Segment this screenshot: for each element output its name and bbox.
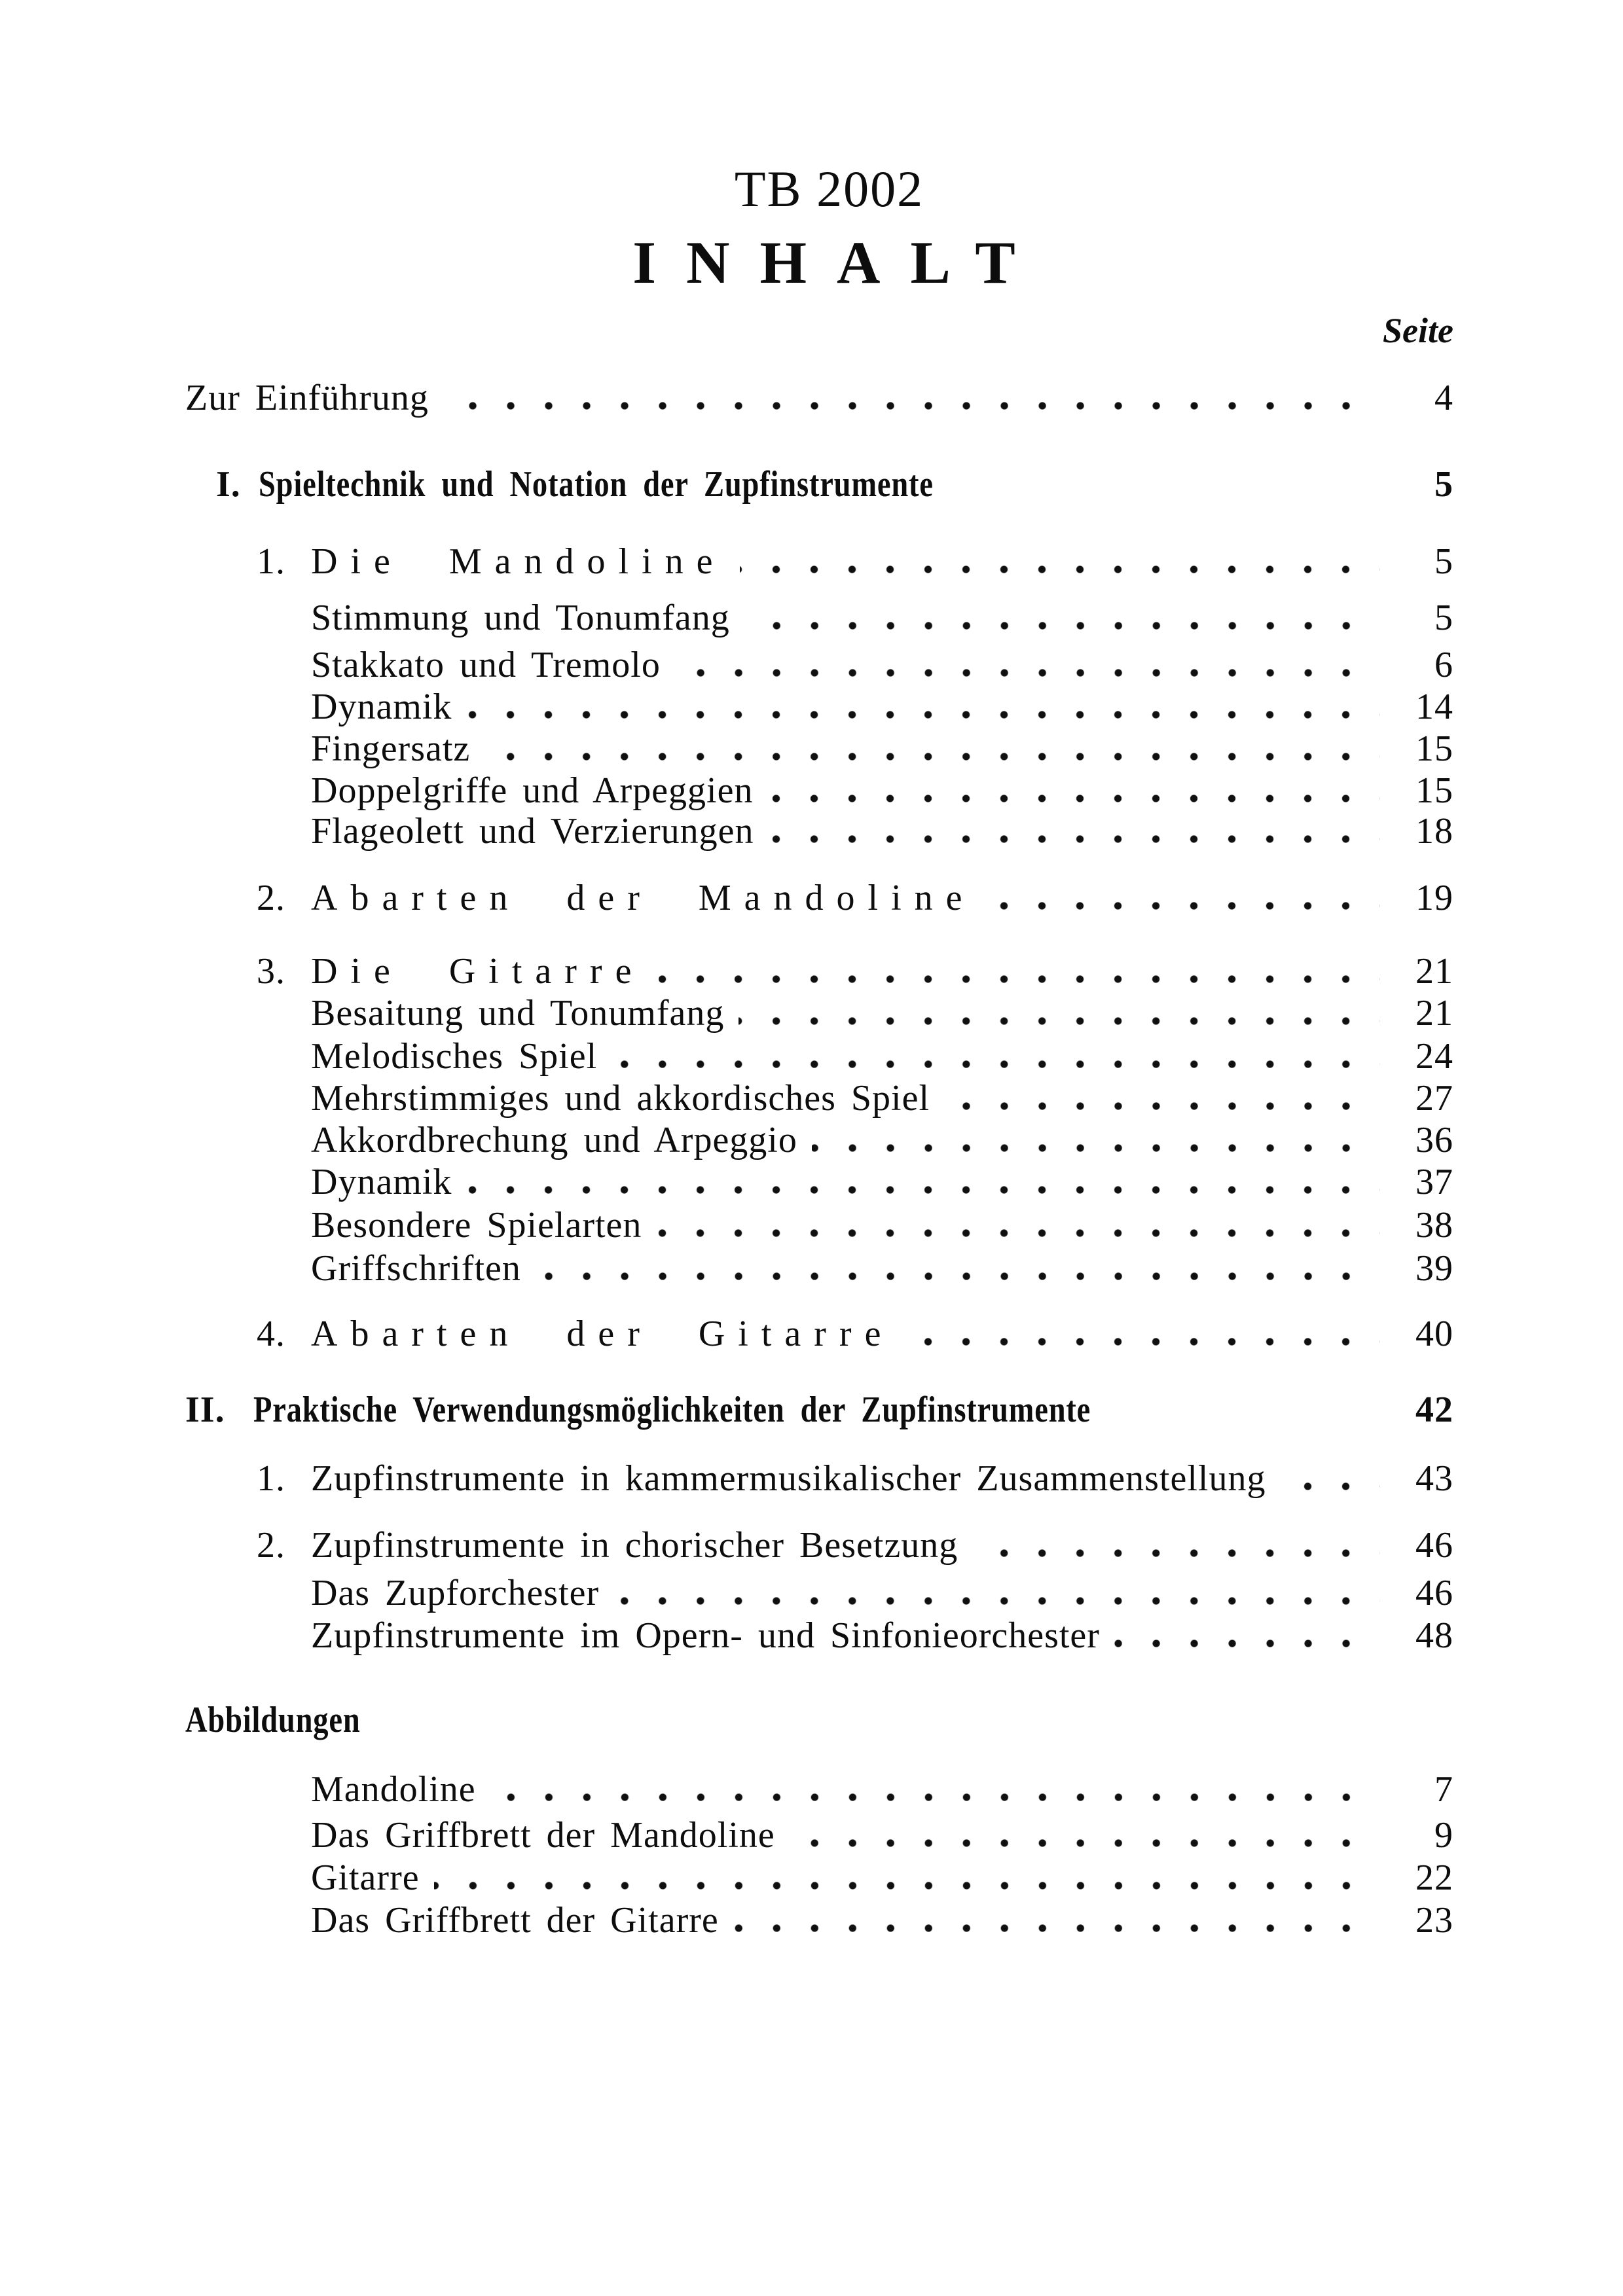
toc-entry-label: Stakkato und Tremolo <box>311 645 661 685</box>
toc-row-spieltechnik-heading <box>185 463 1453 505</box>
dot-leader <box>611 1060 1380 1068</box>
toc-row-dynamik-mandoline <box>185 686 1453 728</box>
dot-leader <box>1280 1482 1380 1490</box>
page-number: 42 <box>1415 1390 1453 1430</box>
dot-leader <box>613 1597 1380 1605</box>
dot-leader <box>733 1924 1380 1932</box>
page-title: INHALT <box>632 229 1046 296</box>
toc-entry-label: Abbildungen <box>185 1700 361 1740</box>
toc-entry-label: Mehrstimmiges und akkordisches Spiel <box>311 1078 930 1119</box>
toc-entry-label: Die Mandoline <box>311 541 726 582</box>
page-number: 38 <box>1415 1205 1453 1246</box>
toc-entry-label: Melodisches Spiel <box>311 1036 598 1077</box>
dot-leader <box>740 565 1380 573</box>
toc-row-melodisches-spiel <box>185 1035 1453 1077</box>
dot-leader <box>767 795 1380 802</box>
toc-entry-number: 2. <box>257 878 285 918</box>
toc-entry-label: Stimmung und Tonumfang <box>311 598 730 638</box>
toc-entry-number: 1. <box>257 1458 285 1499</box>
page-number: 5 <box>1434 541 1453 582</box>
page-number: 4 <box>1434 378 1453 418</box>
toc-entry-label: Besondere Spielarten <box>311 1205 642 1246</box>
toc-row-griffschriften <box>185 1247 1453 1289</box>
toc-row-abbildungen-heading <box>185 1699 1453 1741</box>
toc-row-praktische-verwendungsmoeglichkeiten-heading <box>185 1389 1453 1431</box>
toc-entry-label: Griffschriften <box>311 1248 521 1289</box>
page-number: 6 <box>1434 645 1453 685</box>
toc-row-abarten-der-gitarre <box>185 1313 1453 1355</box>
toc-entry-label: Zupfinstrumente in chorischer Besetzung <box>311 1525 958 1566</box>
toc-row-dynamik-gitarre <box>185 1161 1453 1203</box>
page-number: 7 <box>1434 1769 1453 1810</box>
toc-entry-label: Abarten der Mandoline <box>311 878 976 918</box>
dot-leader <box>443 402 1380 410</box>
toc-row-abb-griffbrett-der-mandoline <box>185 1814 1453 1856</box>
toc-row-stimmung-und-tonumfang <box>185 597 1453 639</box>
dot-leader <box>466 1186 1380 1194</box>
page-number: 46 <box>1415 1525 1453 1566</box>
page-number: 39 <box>1415 1248 1453 1289</box>
page-number: 21 <box>1415 951 1453 992</box>
dot-leader <box>944 1102 1380 1110</box>
page-number: 9 <box>1434 1815 1453 1856</box>
toc-row-doppelgriffe-und-arpeggien <box>185 770 1453 812</box>
toc-entry-number: I. <box>216 464 241 505</box>
toc-row-kammermusikalische-zusammenstellung <box>185 1458 1453 1499</box>
book-code: TB 2002 <box>734 160 924 217</box>
dot-leader <box>466 711 1380 719</box>
dot-leader <box>490 1793 1380 1801</box>
page-number: 15 <box>1415 728 1453 769</box>
page-number: 14 <box>1415 687 1453 727</box>
toc-row-besaitung-und-tonumfang <box>185 992 1453 1034</box>
page-number: 40 <box>1415 1314 1453 1354</box>
toc-row-besondere-spielarten <box>185 1204 1453 1246</box>
toc <box>185 0 1453 2296</box>
page-number: 5 <box>1434 598 1453 638</box>
toc-entry-label: Spieltechnik und Notation der Zupfinstrumente <box>259 464 934 505</box>
toc-entry-label: Dynamik <box>311 1162 452 1202</box>
toc-row-abb-gitarre <box>185 1857 1453 1899</box>
toc-entry-label: Zupfinstrumente im Opern- und Sinfonieorchester <box>311 1615 1100 1656</box>
dot-leader <box>972 1549 1380 1557</box>
toc-row-akkordbrechung-und-arpeggio <box>185 1119 1453 1161</box>
toc-entry-label: Fingersatz <box>311 728 471 769</box>
toc-entry-label: Praktische Verwendungsmöglichkeiten der Zupfinstrumente <box>253 1390 1091 1430</box>
toc-entry-number: 3. <box>257 951 285 992</box>
page-number: 22 <box>1415 1857 1453 1898</box>
dot-leader <box>768 835 1380 843</box>
page-number: 21 <box>1415 993 1453 1033</box>
page-number: 48 <box>1415 1615 1453 1656</box>
toc-entry-number: 2. <box>257 1525 285 1566</box>
dot-leader <box>434 1882 1380 1890</box>
toc-row-mehrstimmiges-und-akkordisches-spiel <box>185 1077 1453 1119</box>
toc-entry-label: Zupfinstrumente in kammermusikalischer Zusammenstellung <box>311 1458 1266 1499</box>
toc-row-fingersatz <box>185 728 1453 770</box>
page-number: 24 <box>1415 1036 1453 1077</box>
toc-row-chorische-besetzung <box>185 1524 1453 1566</box>
page-number: 36 <box>1415 1120 1453 1160</box>
toc-entry-number: 1. <box>257 541 285 582</box>
toc-row-abb-griffbrett-der-gitarre <box>185 1899 1453 1941</box>
toc-row-flageolett-und-verzierungen <box>185 810 1453 852</box>
dot-leader <box>790 1839 1380 1847</box>
toc-entry-number: 4. <box>257 1314 285 1354</box>
toc-row-stakkato-und-tremolo <box>185 644 1453 686</box>
dot-leader <box>656 1229 1380 1237</box>
toc-entry-label: Akkordbrechung und Arpeggio <box>311 1120 797 1160</box>
toc-entry-label: Dynamik <box>311 687 452 727</box>
toc-entry-label: Doppelgriffe und Arpeggien <box>311 770 754 811</box>
toc-row-die-gitarre <box>185 950 1453 992</box>
page-number: 18 <box>1415 811 1453 852</box>
dot-leader <box>536 1272 1380 1280</box>
toc-row-zur-einfuehrung <box>185 377 1453 419</box>
page-number: 43 <box>1415 1458 1453 1499</box>
toc-entry-label: Zur Einführung <box>185 378 429 418</box>
toc-row-abb-mandoline <box>185 1768 1453 1810</box>
toc-entry-label: Gitarre <box>311 1857 420 1898</box>
toc-entry-label: Flageolett und Verzierungen <box>311 811 754 852</box>
toc-entry-label: Besaitung und Tonumfang <box>311 993 725 1033</box>
dot-leader <box>908 1338 1380 1346</box>
toc-entry-label: Das Griffbrett der Mandoline <box>311 1815 775 1856</box>
dot-leader <box>739 1017 1380 1025</box>
dot-leader <box>1114 1640 1380 1647</box>
dot-leader <box>659 975 1380 983</box>
toc-entry-label: Das Zupforchester <box>311 1573 600 1613</box>
dot-leader <box>744 622 1380 630</box>
page-number: 46 <box>1415 1573 1453 1613</box>
toc-row-die-mandoline <box>185 541 1453 583</box>
toc-entry-number: II. <box>185 1390 225 1430</box>
toc-row-abarten-der-mandoline <box>185 877 1453 919</box>
dot-leader <box>675 669 1380 677</box>
page-number: 23 <box>1415 1900 1453 1941</box>
dot-leader <box>484 753 1380 761</box>
dot-leader <box>989 902 1380 910</box>
toc-entry-label: Das Griffbrett der Gitarre <box>311 1900 719 1941</box>
page-number: 19 <box>1415 878 1453 918</box>
page-number: 5 <box>1434 464 1453 505</box>
toc-row-opern-und-sinfonieorchester <box>185 1615 1453 1657</box>
toc-row-das-zupforchester <box>185 1572 1453 1614</box>
toc-entry-label: Abarten der Gitarre <box>311 1314 894 1354</box>
page-column-label: Seite <box>1383 311 1453 350</box>
toc-entry-label: Die Gitarre <box>311 951 645 992</box>
page-number: 15 <box>1415 770 1453 811</box>
dot-leader <box>812 1144 1380 1152</box>
page-number: 37 <box>1415 1162 1453 1202</box>
page-number: 27 <box>1415 1078 1453 1119</box>
toc-entry-label: Mandoline <box>311 1769 476 1810</box>
